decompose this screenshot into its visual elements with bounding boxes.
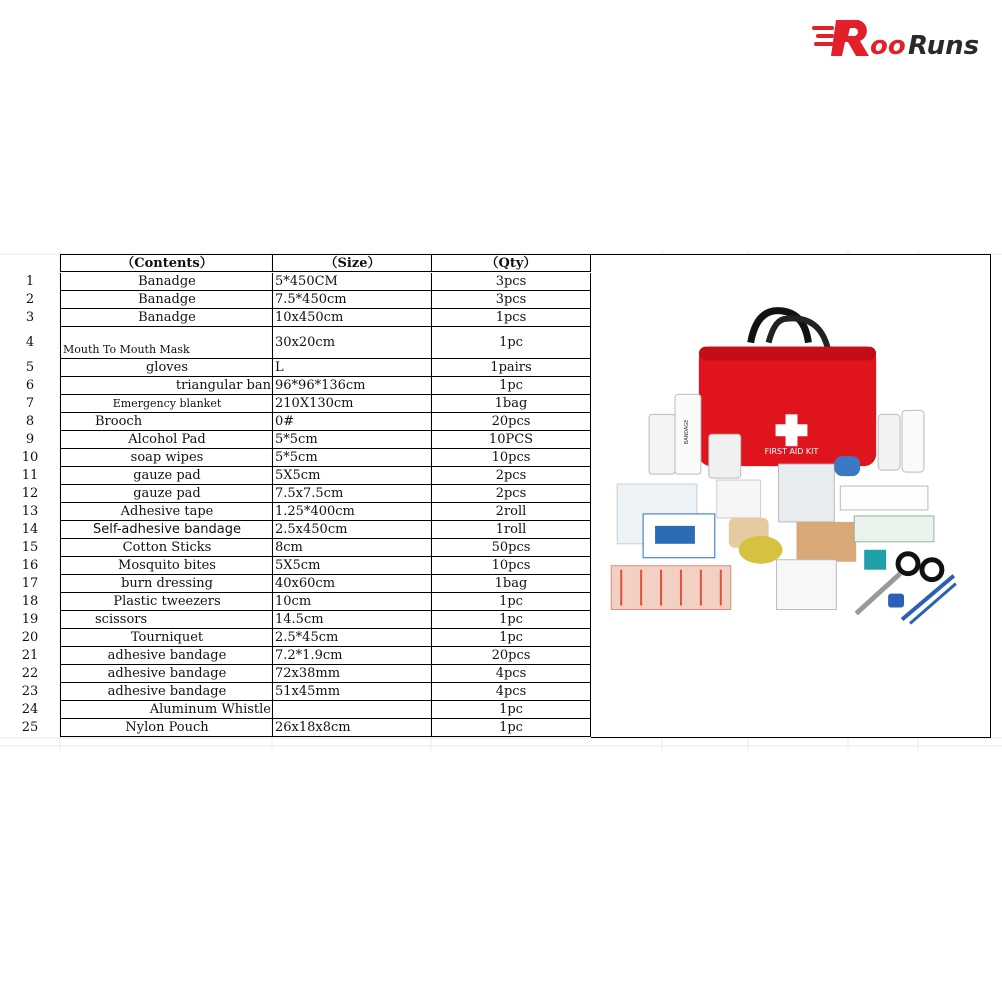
row-number: 11 <box>21 468 39 483</box>
row-number: 18 <box>21 594 39 609</box>
item-qty: 20pcs <box>431 647 591 665</box>
item-qty: 20pcs <box>431 413 591 431</box>
item-size: 8cm <box>272 539 432 557</box>
item-name: Mosquito bites <box>60 557 273 575</box>
svg-text:oo: oo <box>870 31 906 61</box>
item-name: Alcohol Pad <box>60 431 273 449</box>
row-number: 12 <box>21 486 39 501</box>
item-qty: 2pcs <box>431 485 591 503</box>
item-name: Banadge <box>60 309 273 327</box>
item-name: gauze pad <box>60 485 273 503</box>
item-name: Banadge <box>60 273 273 291</box>
item-qty: 1pc <box>431 719 591 737</box>
table-row <box>0 611 591 629</box>
row-number: 25 <box>21 720 39 735</box>
table-row <box>0 665 591 683</box>
header-contents: （Contents） <box>60 254 273 272</box>
item-name: burn dressing <box>60 575 273 593</box>
row-number: 7 <box>25 396 35 411</box>
rooruns-logo <box>812 12 990 64</box>
item-name: adhesive bandage <box>60 683 273 701</box>
table-row <box>0 359 591 377</box>
item-size: 5*450CM <box>272 273 432 291</box>
item-name: Aluminum Whistle <box>60 701 273 719</box>
item-qty: 1pc <box>431 327 591 359</box>
item-qty: 10pcs <box>431 557 591 575</box>
item-qty: 1bag <box>431 395 591 413</box>
table-row <box>0 431 591 449</box>
row-number: 24 <box>21 702 39 717</box>
item-qty: 3pcs <box>431 291 591 309</box>
item-qty: 3pcs <box>431 273 591 291</box>
row-number: 19 <box>21 612 39 627</box>
item-name: gauze pad <box>60 467 273 485</box>
item-name: Cotton Sticks <box>60 539 273 557</box>
item-qty: 10pcs <box>431 449 591 467</box>
item-name: Self-adhesive bandage <box>60 521 273 539</box>
row-number: 20 <box>21 630 39 645</box>
item-qty: 1roll <box>431 521 591 539</box>
item-size: L <box>272 359 432 377</box>
item-qty: 2pcs <box>431 467 591 485</box>
item-qty: 1pc <box>431 593 591 611</box>
item-size: 5*5cm <box>272 431 432 449</box>
item-name: scissors <box>60 611 273 629</box>
table-row <box>0 521 591 539</box>
item-size: 0# <box>272 413 432 431</box>
table-row <box>0 503 591 521</box>
item-size: 5X5cm <box>272 557 432 575</box>
table-row <box>0 485 591 503</box>
row-number: 17 <box>21 576 39 591</box>
table-row <box>0 273 591 291</box>
item-size: 2.5x450cm <box>272 521 432 539</box>
row-number: 5 <box>25 360 35 375</box>
item-qty: 1pc <box>431 629 591 647</box>
table-row <box>0 647 591 665</box>
row-number: 16 <box>21 558 39 573</box>
table-row <box>0 719 591 737</box>
table-row <box>0 629 591 647</box>
item-name: triangular ban <box>60 377 273 395</box>
item-qty: 1bag <box>431 575 591 593</box>
table-row <box>0 539 591 557</box>
header-qty: （Qty） <box>431 254 591 272</box>
row-number: 1 <box>25 274 35 289</box>
item-qty: 50pcs <box>431 539 591 557</box>
item-size: 72x38mm <box>272 665 432 683</box>
item-size: 5X5cm <box>272 467 432 485</box>
item-size: 10cm <box>272 593 432 611</box>
table-row <box>0 449 591 467</box>
table-row <box>0 327 591 359</box>
table-row <box>0 291 591 309</box>
row-number: 15 <box>21 540 39 555</box>
table-header-row <box>0 254 591 272</box>
item-name: adhesive bandage <box>60 647 273 665</box>
item-qty: 1pc <box>431 377 591 395</box>
item-qty: 4pcs <box>431 683 591 701</box>
table-row <box>0 467 591 485</box>
row-number: 21 <box>21 648 39 663</box>
row-number: 10 <box>21 450 39 465</box>
header-size: （Size） <box>272 254 432 272</box>
item-size: 10x450cm <box>272 309 432 327</box>
row-number: 9 <box>25 432 35 447</box>
item-name: Mouth To Mouth Mask <box>60 327 273 359</box>
item-size: 2.5*45cm <box>272 629 432 647</box>
item-qty: 1pc <box>431 611 591 629</box>
item-qty: 1pcs <box>431 309 591 327</box>
item-name: Nylon Pouch <box>60 719 273 737</box>
item-size: 30x20cm <box>272 327 432 359</box>
item-name: Banadge <box>60 291 273 309</box>
item-size: 7.2*1.9cm <box>272 647 432 665</box>
item-name: Brooch <box>60 413 273 431</box>
item-size: 51x45mm <box>272 683 432 701</box>
bag-label: FIRST AID KIT <box>764 447 819 457</box>
item-size: 14.5cm <box>272 611 432 629</box>
row-number: 14 <box>21 522 39 537</box>
svg-text:Runs: Runs <box>908 31 980 61</box>
item-size: 7.5x7.5cm <box>272 485 432 503</box>
item-name: Adhesive tape <box>60 503 273 521</box>
table-row <box>0 575 591 593</box>
item-size: 7.5*450cm <box>272 291 432 309</box>
table-row <box>0 377 591 395</box>
item-qty: 4pcs <box>431 665 591 683</box>
table-row <box>0 701 591 719</box>
item-size: 5*5cm <box>272 449 432 467</box>
item-qty: 10PCS <box>431 431 591 449</box>
item-size: 26x18x8cm <box>272 719 432 737</box>
table-row <box>0 309 591 327</box>
item-name: Tourniquet <box>60 629 273 647</box>
row-number: 22 <box>21 666 39 681</box>
item-name: adhesive bandage <box>60 665 273 683</box>
row-number: 2 <box>25 292 35 307</box>
item-name: soap wipes <box>60 449 273 467</box>
first-aid-kit-photo <box>591 254 991 738</box>
item-size: 1.25*400cm <box>272 503 432 521</box>
table-row <box>0 683 591 701</box>
item-qty: 2roll <box>431 503 591 521</box>
item-name: gloves <box>60 359 273 377</box>
row-number: 3 <box>25 310 35 325</box>
item-size: 210X130cm <box>272 395 432 413</box>
item-qty: 1pairs <box>431 359 591 377</box>
table-row <box>0 557 591 575</box>
table-row <box>0 395 591 413</box>
item-name: Plastic tweezers <box>60 593 273 611</box>
row-number: 23 <box>21 684 39 699</box>
item-size <box>272 701 432 719</box>
bandage-label: BANDAGE <box>683 419 690 445</box>
row-number: 13 <box>21 504 39 519</box>
item-size: 40x60cm <box>272 575 432 593</box>
table-row <box>0 413 591 431</box>
item-qty: 1pc <box>431 701 591 719</box>
row-number: 8 <box>25 414 35 429</box>
item-size: 96*96*136cm <box>272 377 432 395</box>
table-row <box>0 593 591 611</box>
row-number: 6 <box>25 378 35 393</box>
row-number: 4 <box>25 335 35 350</box>
item-name: Emergency blanket <box>60 395 273 413</box>
